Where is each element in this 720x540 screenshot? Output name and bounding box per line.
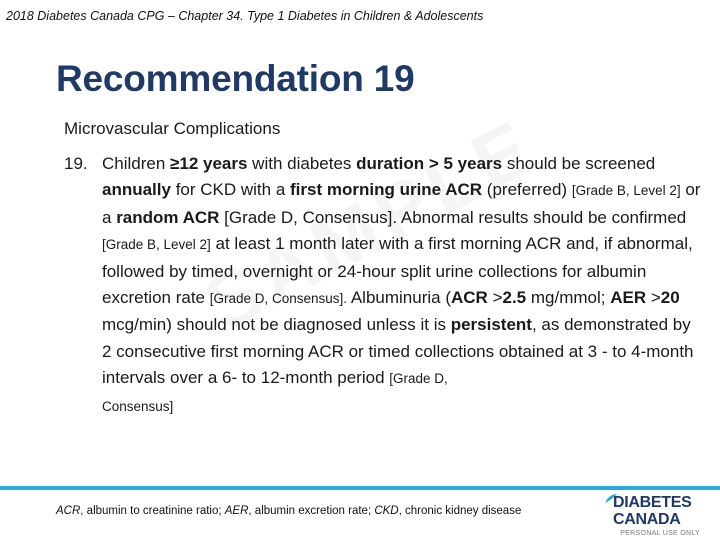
logo-wordmark: DIABETES CANADA <box>613 494 692 528</box>
grade-tag: Consensus] <box>102 398 174 414</box>
grade-tag: [Grade D, Consensus]. <box>209 291 348 307</box>
grade-tag: [Grade B, Level 2] <box>571 183 681 199</box>
slide-title: Recommendation 19 <box>56 58 415 99</box>
recommendation-number: 19. <box>64 154 88 173</box>
recommendation-block <box>64 151 704 420</box>
recommendation-text: Children ≥12 years with diabetes duration > 5 years should be screened annually for CKD with a first morning urine ACR (preferred) [Grade B, Level 2] or a random ACR [Grade D, Consensus]. Abnormal results should be confirmed [Grade B, Level 2] at least 1 month later with a first morning ACR and, if abnormal, followed by timed, overnight or 24-hour split urine collections for albumin excretion rate [Grade D, Consensus]. Albuminuria (ACR >2.5 mg/mmol; AER >20 mcg/min) should not be diagnosed unless it is persistent, as demonstrated by 2 consecutive first morning ACR or timed collections obtained at 3 - to 4-month intervals over a 6- to 12-month period [Grade D, Consensus] <box>102 154 701 414</box>
slide-header: 2018 Diabetes Canada CPG – Chapter 34. Type 1 Diabetes in Children & Adolescents <box>6 9 484 23</box>
grade-tag: [Grade B, Level 2] <box>102 237 211 253</box>
section-subtitle: Microvascular Complications <box>64 119 281 138</box>
personal-use-label: PERSONAL USE ONLY <box>620 530 700 537</box>
diabetes-canada-logo <box>604 490 716 530</box>
abbreviations-footnote: ACR, albumin to creatinine ratio; AER, albumin excretion rate; CKD, chronic kidney disease <box>56 505 522 517</box>
grade-tag: [Grade D, <box>389 371 448 387</box>
